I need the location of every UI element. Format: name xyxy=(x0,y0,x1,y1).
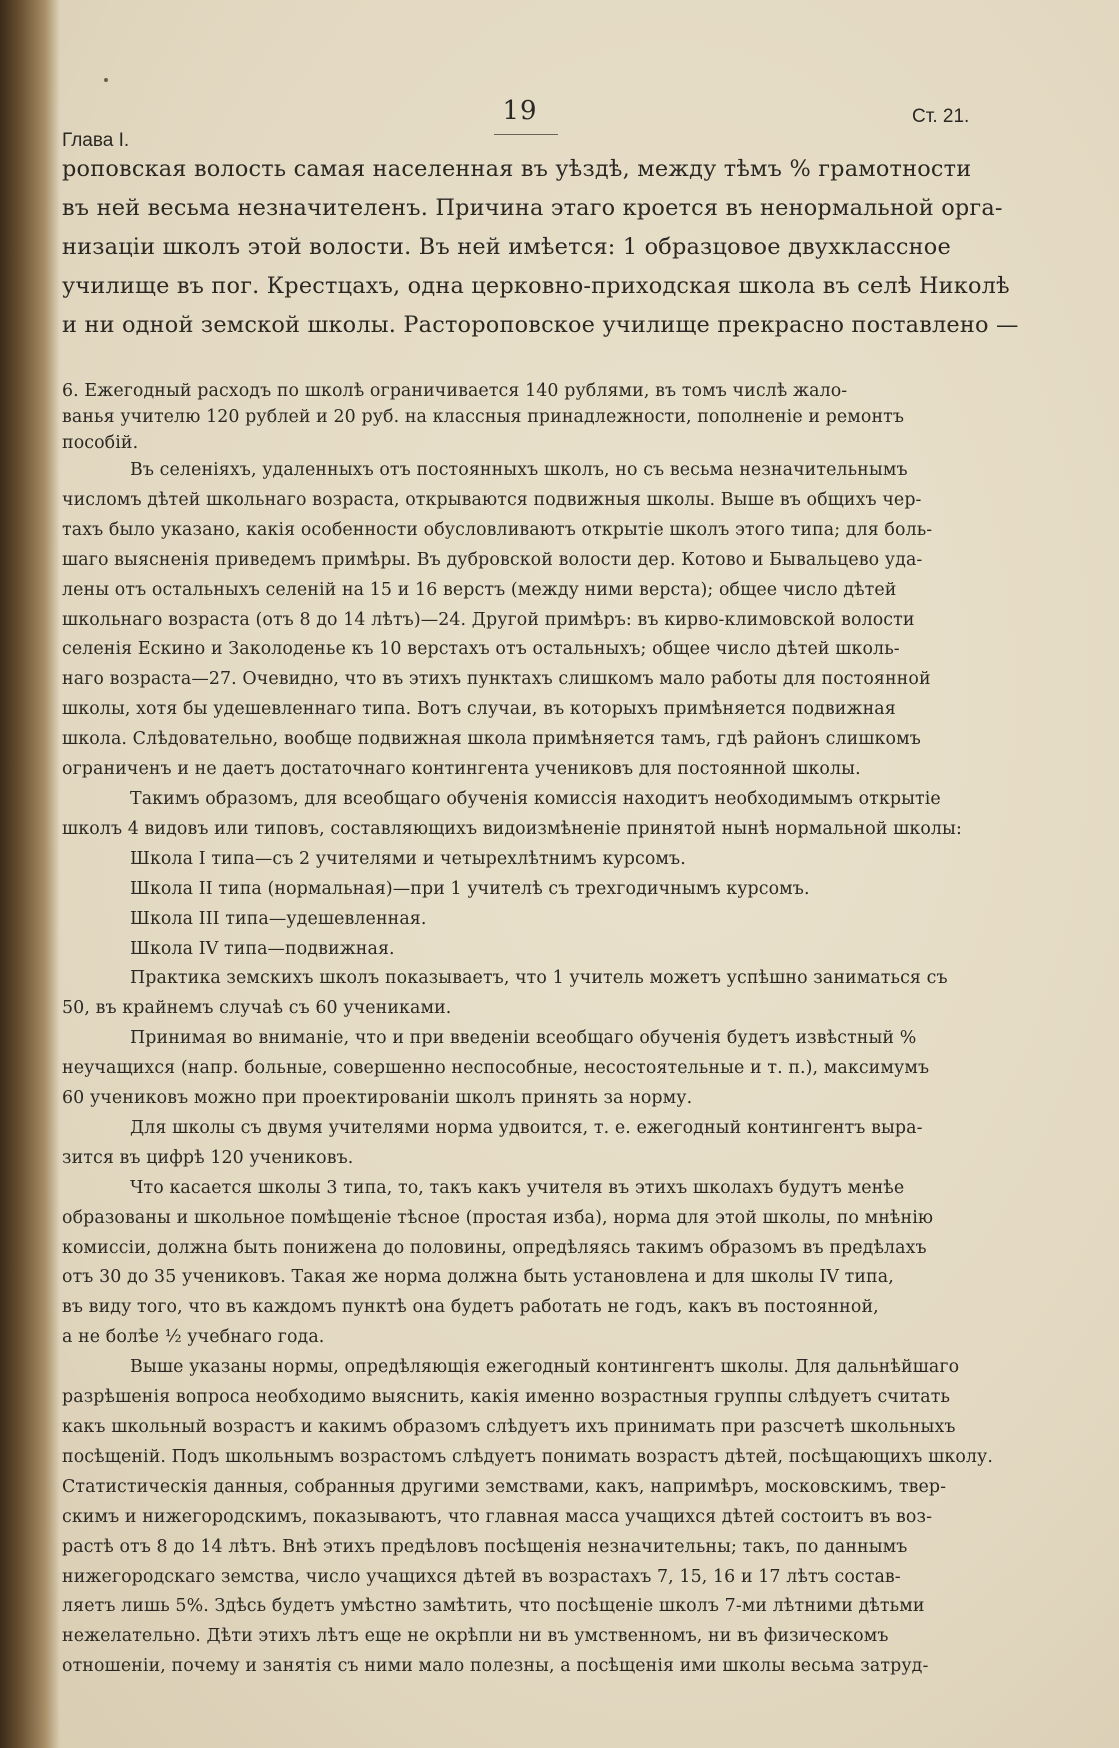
text-line: посѣщенiй. Подъ школьнымъ возрастомъ слѣдуетъ понимать возрастъ дѣтей, посѣщающихъ школу. xyxy=(62,1446,994,1467)
text-line: шаго выясненiя приведемъ примѣры. Въ дубровской волости дер. Котово и Бывальцево уда- xyxy=(62,549,923,570)
text-line: наго возраста—27. Очевидно, что въ этихъ пунктахъ слишкомъ мало работы для постоянной xyxy=(62,669,931,690)
text-line: 6. Ежегодный расходъ по школѣ ограничивается 140 рублями, въ томъ числѣ жало- xyxy=(62,381,848,401)
text-line: неучащихся (напр. больные, совершенно неспособные, несостоятельные и т. п.), максимумъ xyxy=(62,1058,930,1079)
text-line: селенiя Ескино и Заколоденье къ 10 верстахъ отъ остальныхъ; общее число дѣтей школь- xyxy=(62,639,900,660)
text-line: зится въ цифрѣ 120 учениковъ. xyxy=(62,1147,354,1168)
text-line: низацiи школъ этой волости. Въ ней имѣется: 1 образцовое двухклассное xyxy=(62,234,951,260)
text-line: школа. Слѣдовательно, вообще подвижная школа примѣняется тамъ, гдѣ районъ слишкомъ xyxy=(62,729,921,750)
text-line: Такимъ образомъ, для всеобщаго обученiя комиссiя находитъ необходимымъ открытiе xyxy=(130,788,941,809)
text-line: растѣ отъ 8 до 14 лѣтъ. Внѣ этихъ предѣловъ посѣщенiя незначительны; такъ, по даннымъ xyxy=(62,1536,908,1557)
text-line: Школа I типа—съ 2 учителями и четырехлѣтнимъ курсомъ. xyxy=(130,848,686,869)
page-number: 19 xyxy=(502,96,538,126)
text-line: ванья учителю 120 рублей и 20 руб. на классныя принадлежности, пополненiе и ремонтъ xyxy=(62,407,905,427)
text-line: Практика земскихъ школъ показываетъ, что 1 учитель можетъ успѣшно заниматься съ xyxy=(130,968,948,989)
text-line: 60 учениковъ можно при проектированiи школъ принять за норму. xyxy=(62,1088,693,1109)
text-line: ограниченъ и не даетъ достаточнаго контингента учениковъ для постоянной школы. xyxy=(62,759,861,780)
text-line: Статистическiя данныя, собранныя другими земствами, какъ, напримѣръ, московскимъ, твер- xyxy=(62,1476,947,1497)
text-line: отъ 30 до 35 учениковъ. Такая же норма должна быть установлена и для школы IV типа, xyxy=(62,1267,894,1288)
text-line: школьнаго возраста (отъ 8 до 14 лѣтъ)—24. Другой примѣръ: въ кирво-климовской волости xyxy=(62,609,915,630)
text-line: Въ селенiяхъ, удаленныхъ отъ постоянныхъ школъ, но съ весьма незначительнымъ xyxy=(130,460,908,480)
text-line: ляетъ лишь 5%. Здѣсь будетъ умѣстно замѣтить, что посѣщенiе школъ 7-ми лѣтними дѣтьми xyxy=(62,1596,925,1617)
text-line: отношенiи, почему и занятiя съ ними мало полезны, а посѣщенiя ими школы весьма затруд- xyxy=(62,1656,929,1677)
text-line: роповская волость самая населенная въ уѣздѣ, между тѣмъ % грамотности xyxy=(62,156,972,182)
footnote-block xyxy=(62,378,1062,456)
main-text-top xyxy=(62,150,1062,345)
text-line: и ни одной земской школы. Растороповское училище прекрасно поставлено — xyxy=(62,312,1019,338)
text-line: училище въ пог. Крестцахъ, одна церковно-приходская школа въ селѣ Николѣ xyxy=(62,273,1010,299)
text-line: комиссiи, должна быть понижена до половины, опредѣляясь такимъ образомъ въ предѣлахъ xyxy=(62,1237,927,1258)
text-line: нижегородскаго земства, число учащихся дѣтей въ возрастахъ 7, 15, 16 и 17 лѣтъ состав- xyxy=(62,1566,901,1587)
text-line: числомъ дѣтей школьнаго возраста, открываются подвижныя школы. Выше въ общихъ чер- xyxy=(62,489,922,510)
text-line: а не болѣе ½ учебнаго года. xyxy=(62,1327,325,1348)
book-spine-shadow xyxy=(0,0,60,1748)
page-number-rule xyxy=(494,134,558,135)
chapter-label: Глава I. xyxy=(62,130,130,151)
text-line: Принимая во вниманiе, что и при введенiи всеобщаго обученiя будетъ извѣстный % xyxy=(130,1028,917,1049)
text-line: Школа IV типа—подвижная. xyxy=(130,938,395,959)
text-line: скимъ и нижегородскимъ, показываютъ, что главная масса учащихся дѣтей состоитъ въ воз- xyxy=(62,1506,933,1527)
text-line: Выше указаны нормы, опредѣляющiя ежегодный контингентъ школы. Для дальнѣйшаго xyxy=(130,1357,960,1378)
text-line: Школа II типа (нормальная)—при 1 учителѣ съ трехгодичнымъ курсомъ. xyxy=(130,878,810,899)
text-line: лены отъ остальныхъ селенiй на 15 и 16 верстъ (между ними верста); общее число дѣтей xyxy=(62,579,897,600)
text-line: школъ 4 видовъ или типовъ, составляющихъ видоизмѣненiе принятой нынѣ нормальной школы: xyxy=(62,818,962,839)
text-line: Для школы съ двумя учителями норма удвоится, т. е. ежегодный контингентъ выра- xyxy=(130,1117,923,1138)
text-line: образованы и школьное помѣщенiе тѣсное (простая изба), норма для этой школы, по мнѣнiю xyxy=(62,1207,934,1228)
article-reference: Ст. 21. xyxy=(912,106,970,127)
text-line: тахъ было указано, какiя особенности обусловливаютъ открытiе школъ этого типа; для боль- xyxy=(62,519,933,540)
text-line: разрѣшенiя вопроса необходимо выяснить, какiя именно возрастныя группы слѣдуетъ считать xyxy=(62,1387,951,1408)
text-line: 50, въ крайнемъ случаѣ съ 60 учениками. xyxy=(62,998,452,1019)
main-text-body xyxy=(62,456,1072,1682)
paper-speck xyxy=(104,78,108,82)
text-line: нежелательно. Дѣти этихъ лѣтъ еще не окрѣпли ни въ умственномъ, ни въ физическомъ xyxy=(62,1626,889,1647)
text-line: въ ней весьма незначителенъ. Причина этаго кроется въ ненормальной орга- xyxy=(62,195,1003,221)
text-line: какъ школьный возрастъ и какимъ образомъ слѣдуетъ ихъ принимать при разсчетѣ школьныхъ xyxy=(62,1417,956,1437)
text-line: пособiй. xyxy=(62,433,139,453)
text-line: въ виду того, что въ каждомъ пунктѣ она будетъ работать не годъ, какъ въ постоянной, xyxy=(62,1297,879,1318)
text-line: Школа III типа—удешевленная. xyxy=(130,908,427,929)
text-line: школы, хотя бы удешевленнаго типа. Вотъ случаи, въ которыхъ примѣняется подвижная xyxy=(62,699,896,720)
text-line: Что касается школы 3 типа, то, такъ какъ учителя въ этихъ школахъ будутъ менѣе xyxy=(130,1177,905,1198)
